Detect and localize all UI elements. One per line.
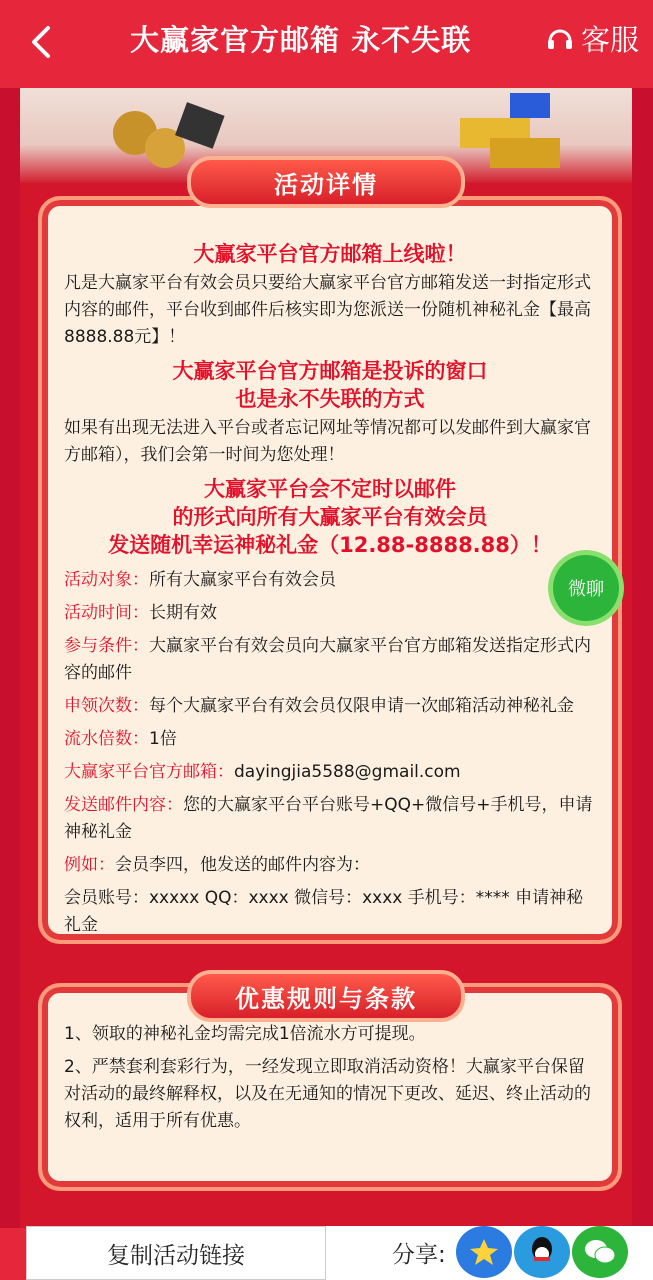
live-chat-button[interactable]: 微聊 bbox=[553, 555, 619, 621]
terms-pill: 优惠规则与条款 bbox=[187, 970, 465, 1022]
headline-mailbox-launch: 大赢家平台官方邮箱上线啦！ bbox=[193, 242, 467, 266]
wechat-icon[interactable] bbox=[572, 1226, 628, 1278]
headset-icon bbox=[545, 24, 575, 54]
headline-complaint-line1: 大赢家平台官方邮箱是投诉的窗口 bbox=[172, 359, 488, 383]
customer-service-button[interactable] bbox=[545, 18, 639, 59]
copy-link-button[interactable]: 复制活动链接 bbox=[26, 1226, 326, 1280]
headline-gift-line2: 的形式向所有大赢家平台有效会员 bbox=[172, 505, 488, 529]
detail-text: 会员李四，他发送的邮件内容为： bbox=[115, 855, 370, 875]
detail-label: 大赢家平台官方邮箱： bbox=[64, 762, 234, 782]
detail-item-turnover bbox=[64, 726, 596, 753]
detail-label: 活动时间： bbox=[64, 603, 149, 623]
detail-item-time bbox=[64, 600, 596, 627]
rule-item: 2、严禁套利套彩行为，一经发现立即取消活动资格！大赢家平台保留对活动的最终解释权，以及在无通知的情况下更改、延迟、终止活动的权利，适用于所有优惠。 bbox=[64, 1057, 591, 1131]
detail-item-claim-count bbox=[64, 693, 596, 720]
activity-detail-content bbox=[64, 240, 596, 945]
activity-detail-pill: 活动详情 bbox=[187, 156, 465, 208]
rule-item: 1、领取的神秘礼金均需完成1倍流水方可提现。 bbox=[64, 1024, 426, 1044]
qq-icon[interactable] bbox=[514, 1226, 570, 1278]
headline-gift-line3: 发送随机幸运神秘礼金（12.88-8888.88）！ bbox=[108, 533, 552, 557]
qzone-icon[interactable] bbox=[456, 1226, 512, 1278]
detail-item-example bbox=[64, 852, 596, 879]
detail-label: 参与条件： bbox=[64, 636, 149, 656]
page-title: 大赢家官方邮箱 永不失联 bbox=[130, 23, 472, 57]
detail-text: 长期有效 bbox=[149, 603, 217, 623]
detail-item-email bbox=[64, 759, 596, 786]
example-text: 会员账号：xxxxx QQ：xxxx 微信号：xxxx 手机号：**** 申请神秘礼金 bbox=[64, 888, 584, 935]
headline-random-gift bbox=[64, 475, 596, 559]
detail-label: 流水倍数： bbox=[64, 729, 149, 749]
customer-service-label: 客服 bbox=[580, 23, 639, 57]
detail-item-email-content bbox=[64, 792, 596, 846]
top-header bbox=[0, 0, 653, 88]
qq-penguin-icon bbox=[527, 1235, 557, 1269]
headline-complaint-window bbox=[64, 357, 596, 413]
detail-text: 1倍 bbox=[149, 729, 177, 749]
detail-text: 每个大赢家平台有效会员仅限申请一次邮箱活动神秘礼金 bbox=[149, 696, 574, 716]
detail-item-condition bbox=[64, 633, 596, 687]
detail-label: 发送邮件内容： bbox=[64, 795, 183, 815]
intro-paragraph: 凡是大赢家平台有效会员只要给大赢家平台官方邮箱发送一封指定形式内容的邮件，平台收到邮件后核实即为您派送一份随机神秘礼金【最高8888.88元】！ bbox=[64, 273, 591, 347]
detail-text: 所有大赢家平台有效会员 bbox=[149, 570, 336, 590]
detail-label: 活动对象： bbox=[64, 570, 149, 590]
terms-content bbox=[64, 1019, 596, 1141]
detail-text: 您的大赢家平台平台账号+QQ+微信号+手机号，申请神秘礼金 bbox=[64, 795, 593, 842]
activity-detail-card bbox=[38, 196, 622, 944]
email-address[interactable]: dayingjia5588@gmail.com bbox=[234, 762, 461, 782]
headline-gift-line1: 大赢家平台会不定时以邮件 bbox=[204, 477, 456, 501]
detail-label: 申领次数： bbox=[64, 696, 149, 716]
contact-paragraph: 如果有出现无法进入平台或者忘记网址等情况都可以发邮件到大赢家官方邮箱），我们会第一时间为您处理！ bbox=[64, 418, 591, 465]
qzone-star-icon bbox=[469, 1237, 499, 1267]
detail-label: 例如： bbox=[64, 855, 115, 875]
wechat-bubble-icon bbox=[583, 1237, 617, 1267]
back-arrow-icon[interactable] bbox=[22, 22, 62, 62]
headline-complaint-line2: 也是永不失联的方式 bbox=[235, 387, 425, 411]
detail-item-target bbox=[64, 567, 596, 594]
activity-page bbox=[20, 88, 632, 1228]
detail-text: 大赢家平台有效会员向大赢家平台官方邮箱发送指定形式内容的邮件 bbox=[64, 636, 591, 683]
share-label: 分享: bbox=[392, 1242, 446, 1268]
